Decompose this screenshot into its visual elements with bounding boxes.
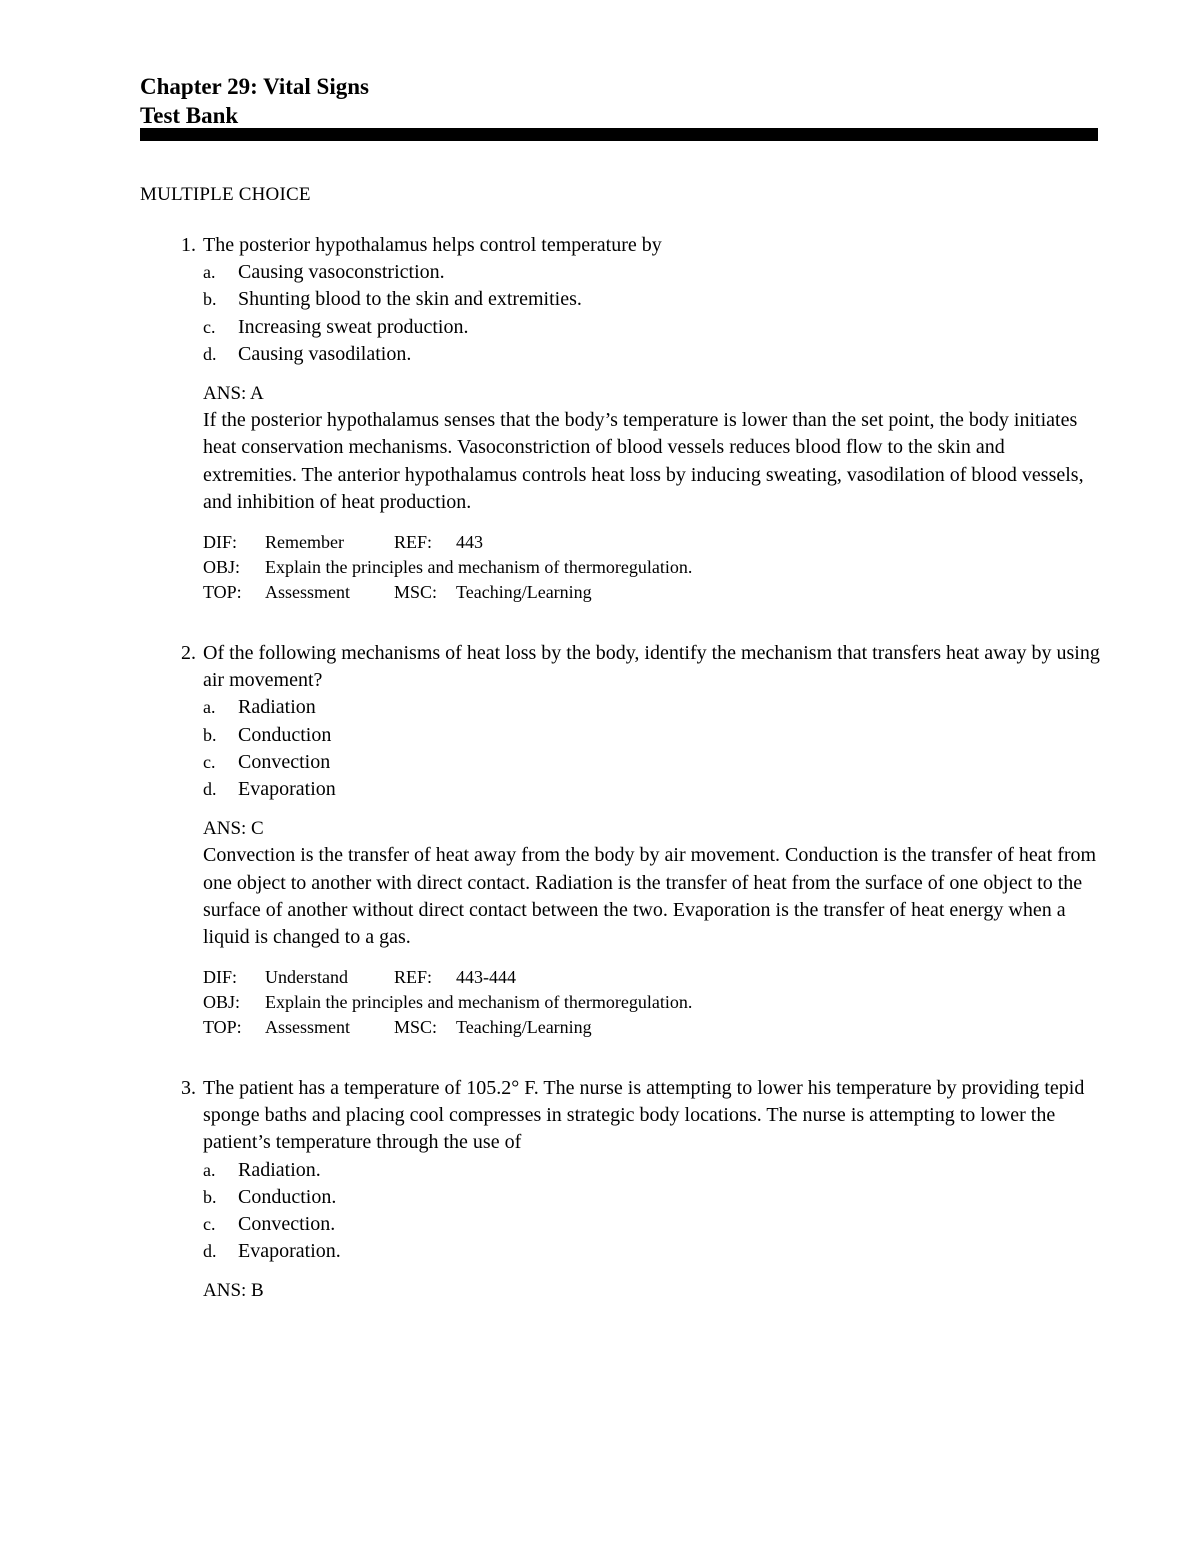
choice-c: [203, 749, 1102, 776]
choice-b: [203, 286, 1102, 313]
choice-letter: a.: [203, 262, 216, 283]
choice-b: [203, 722, 1102, 749]
msc-label: MSC:: [394, 582, 438, 603]
choice-letter: b.: [203, 1186, 217, 1207]
choice-letter: d.: [203, 1241, 217, 1262]
question-stem: The posterior hypothalamus helps control temperature by: [203, 234, 662, 256]
meta-row-top-msc: [203, 1015, 1102, 1040]
choice-c: [203, 314, 1102, 341]
obj-value: Explain the principles and mechanism of thermoregulation.: [265, 557, 693, 578]
question-body: [140, 640, 1102, 1040]
choice-text: Radiation.: [238, 1158, 321, 1181]
top-label: TOP:: [203, 1017, 242, 1038]
question-body: [140, 1075, 1102, 1305]
choice-a: [203, 259, 1102, 286]
choice-text: Causing vasodilation.: [238, 342, 412, 365]
answer-key: ANS: B: [203, 1280, 264, 1302]
answer-choices: [203, 694, 1102, 803]
question-number: 3.: [181, 1077, 196, 1099]
choice-letter: c.: [203, 1214, 216, 1235]
header-divider: [140, 128, 1098, 141]
choice-a: [203, 1157, 1102, 1184]
choice-letter: b.: [203, 289, 217, 310]
answer-choices: [203, 259, 1102, 368]
choice-letter: a.: [203, 697, 216, 718]
question-metadata: [203, 530, 1102, 605]
answer-key: ANS: A: [203, 383, 264, 405]
choice-text: Conduction: [238, 723, 332, 746]
choice-d: [203, 341, 1102, 368]
dif-value: Understand: [265, 967, 348, 988]
obj-value: Explain the principles and mechanism of thermoregulation.: [265, 992, 693, 1013]
choice-letter: b.: [203, 724, 217, 745]
question-metadata: [203, 965, 1102, 1040]
question-2: [140, 640, 1102, 1040]
choice-text: Evaporation: [238, 778, 336, 801]
choice-text: Evaporation.: [238, 1240, 341, 1263]
choice-d: [203, 1238, 1102, 1265]
choice-text: Causing vasoconstriction.: [238, 261, 445, 284]
top-value: Assessment: [265, 1017, 350, 1038]
question-stem: The patient has a temperature of 105.2° F. The nurse is attempting to lower his temperature by providing tepid sponge baths and placing cool compresses in strategic body locations. The nurse is attempting to lower the patient’s temperature through the use of: [203, 1077, 1085, 1154]
top-value: Assessment: [265, 582, 350, 603]
question-stem: Of the following mechanisms of heat loss by the body, identify the mechanism that transfers heat away by using air movement?: [203, 642, 1100, 692]
ref-label: REF:: [394, 532, 433, 553]
question-number: 1.: [181, 234, 196, 256]
choice-c: [203, 1211, 1102, 1238]
question-number: 2.: [181, 642, 196, 664]
answer-rationale: If the posterior hypothalamus senses that the body’s temperature is lower than the set point, the body initiates heat conservation mechanisms. Vasoconstriction of blood vessels reduces blood flow to the skin and extremities. The anterior hypothalamus controls heat loss by inducing sweating, vasodilation of blood vessels, and inhibition of heat production.: [203, 409, 1084, 513]
msc-value: Teaching/Learning: [456, 1017, 592, 1038]
choice-letter: a.: [203, 1159, 216, 1180]
choice-text: Conduction.: [238, 1185, 337, 1208]
choice-letter: c.: [203, 751, 216, 772]
answer-choices: [203, 1157, 1102, 1266]
choice-letter: d.: [203, 779, 217, 800]
choice-a: [203, 694, 1102, 721]
msc-label: MSC:: [394, 1017, 438, 1038]
choice-letter: d.: [203, 343, 217, 364]
obj-label: OBJ:: [203, 557, 241, 578]
question-body: [140, 232, 1102, 605]
question-1: [140, 232, 1102, 605]
choice-text: Increasing sweat production.: [238, 315, 469, 338]
meta-row-obj: [203, 555, 1102, 580]
choice-text: Convection: [238, 750, 331, 773]
meta-row-obj: [203, 990, 1102, 1015]
choice-b: [203, 1184, 1102, 1211]
msc-value: Teaching/Learning: [456, 582, 592, 603]
top-label: TOP:: [203, 582, 242, 603]
choice-letter: c.: [203, 316, 216, 337]
ref-label: REF:: [394, 967, 433, 988]
obj-label: OBJ:: [203, 992, 241, 1013]
ref-value: 443: [456, 532, 483, 553]
question-3: [140, 1075, 1102, 1305]
dif-label: DIF:: [203, 967, 238, 988]
choice-text: Convection.: [238, 1213, 336, 1236]
section-heading: MULTIPLE CHOICE: [140, 184, 311, 205]
choice-d: [203, 776, 1102, 803]
answer-rationale: Convection is the transfer of heat away from the body by air movement. Conduction is the transfer of heat from one object to another with direct contact. Radiation is the transfer of heat from the surface of one object to the surface of another without direct contact between the two. Evaporation is the transfer of heat energy when a liquid is changed to a gas.: [203, 844, 1097, 949]
meta-row-top-msc: [203, 580, 1102, 605]
dif-value: Remember: [265, 532, 344, 553]
chapter-title: Chapter 29: Vital Signs: [140, 74, 369, 99]
answer-key: ANS: C: [203, 818, 264, 840]
meta-row-dif-ref: [203, 530, 1102, 555]
choice-text: Radiation: [238, 696, 316, 719]
document-header: [140, 72, 1098, 130]
dif-label: DIF:: [203, 532, 238, 553]
ref-value: 443-444: [456, 967, 516, 988]
document-subtitle: Test Bank: [140, 103, 239, 128]
choice-text: Shunting blood to the skin and extremities.: [238, 288, 582, 311]
meta-row-dif-ref: [203, 965, 1102, 990]
